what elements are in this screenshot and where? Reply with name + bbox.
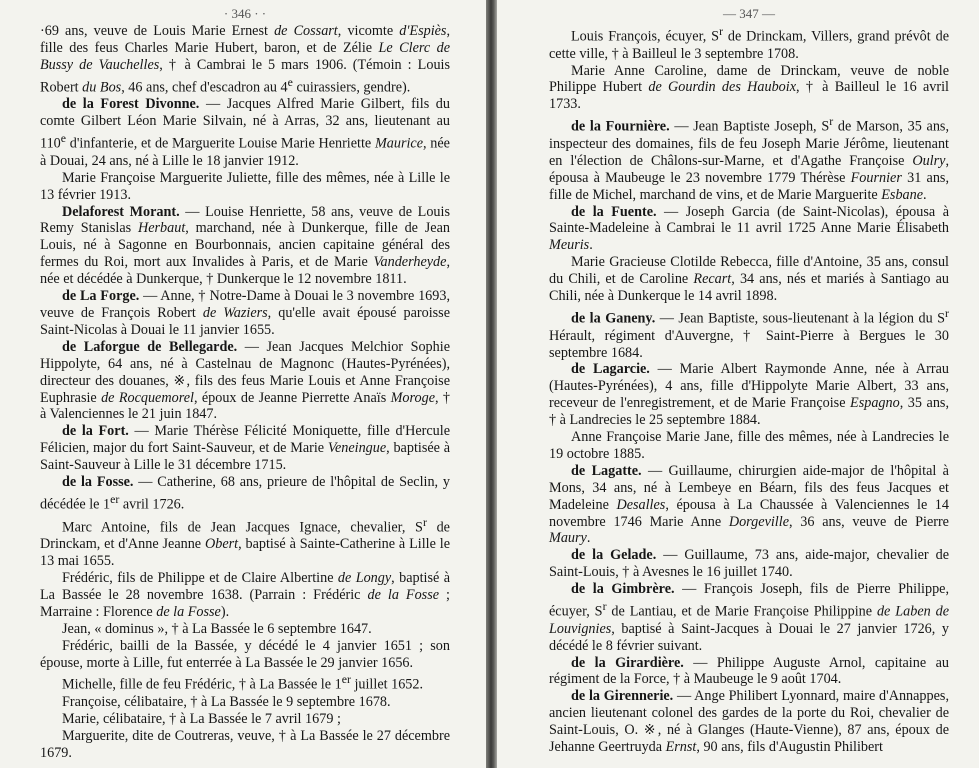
genealogy-entry: Delaforest Morant. — Louise Henriette, 58 ans, veuve de Louis Remy Stanislas Herbaut, marchand, née à Dunkerque, fille de Jean Louis, né à Sagonne en Bourbonnais, ancien capitaine général des fermes du Roi, mort aux Invalides à Paris, et de Marie Vanderheyde, née et décédée à Dunkerque, † Dunkerque le 12 novembre 1811. <box>40 203 450 288</box>
genealogy-entry: de la Fosse. — Catherine, 68 ans, prieure de l'hôpital de Seclin, y décédée le 1er avril 1726. <box>40 474 450 513</box>
genealogy-entry: de Lagatte. — Guillaume, chirurgien aide-major de l'hôpital à Mons, 34 ans, né à Lembeye en Béarn, fils des feus Jacques et Madeleine Desalles, épousa à La Chaussée à Valenciennes le 14 novembre 1746 Marie Anne Dorgeville, 36 ans, veuve de Pierre Maury. <box>549 462 949 547</box>
genealogy-entry: Marie Françoise Marguerite Juliette, fille des mêmes, née à Lille le 13 février 1913. <box>40 169 450 203</box>
right-page <box>497 0 979 768</box>
genealogy-entry: Marc Antoine, fils de Jean Jacques Ignace, chevalier, $S^r$ de Drinckam, et d'Anne Jeanne Obert, baptisé à Sainte-Catherine à Lille le 13 mai 1655. <box>40 514 450 570</box>
genealogy-entry: de la Fuente. — Joseph Garcia (de Saint-Nicolas), épousa à Sainte-Madeleine à Cambrai le 11 avril 1725 Anne Marie Élisabeth Meuris. <box>549 203 949 254</box>
genealogy-entry: Françoise, célibataire, † à La Bassée le 9 septembre 1678. <box>62 694 391 711</box>
genealogy-entry: Frédéric, fils de Philippe et de Claire Albertine de Longy, baptisé à La Bassée le 28 novembre 1638. (Parrain : Frédéric de la Fosse ; Marraine : Florence de la Fosse). <box>40 570 450 620</box>
genealogy-entry: de la Fournière. — Jean Baptiste Joseph, $S^r$ de Marson, 35 ans, inspecteur des domaines, fils de feu Joseph Marie Jérôme, lieutenant en l'élection de Châlons-sur-Marne, et d'Agathe Françoise Oulry, épousa à Maubeuge le 23 novembre 1779 Thérèse Fournier 31 ans, fille de Michel, marchand de vins, et de Marie Marguerite Esbane. <box>549 114 949 203</box>
genealogy-entry: Marguerite, dite de Coutreras, veuve, † à La Bassée le 27 décembre 1679. <box>40 727 450 761</box>
book-gutter <box>486 0 497 768</box>
genealogy-entry: Jean, « dominus », † à La Bassée le 6 septembre 1647. <box>62 620 372 637</box>
genealogy-entry: de la Gimbrère. — François Joseph, fils de Pierre Philippe, écuyer, $S^r$ de Lantiau, et de Marie Françoise Philippine de Laben de Louvignies, baptisé à Saint-Jacques à Douai le 27 janvier 1726, y décédé le 8 février suivant. <box>549 581 950 654</box>
genealogy-entry: de la Ganeny. — Jean Baptiste, sous-lieutenant à la légion du $S^r$ Hérault, régiment d'Auvergne, † Saint-Pierre à Bergues le 30 septembre 1684. <box>549 305 949 361</box>
genealogy-entry: Louis François, écuyer, $S^r$ de Drinckam, Villers, grand prévôt de cette ville, † à Bailleul le 3 septembre 1708. <box>549 24 949 62</box>
genealogy-entry: de Lagarcie. — Marie Albert Raymonde Anne, née à Arrau (Hautes-Pyrénées), 4 ans, fille d'Hippolyte Marie Albert, 33 ans, receveur de l'enregistrement, et de Marie Françoise Espagno, 35 ans, † à Landrecies le 25 septembre 1884. <box>549 361 949 429</box>
page-text <box>549 23 949 756</box>
left-page <box>0 0 486 768</box>
genealogy-entry: de Laforgue de Bellegarde. — Jean Jacques Melchior Sophie Hippolyte, 64 ans, né à Castelnau de Magnonc (Hautes-Pyrénées), directeur des douanes, ※, fils des feus Marie Louis et Anne Françoise Euphrasie de Rocquemorel, époux de Jeanne Pierrette Anaïs Moroge, † à Valenciennes le 21 juin 1847. <box>40 338 450 423</box>
genealogy-entry: Anne Françoise Marie Jane, fille des mêmes, née à Landrecies le 19 octobre 1885. <box>549 429 949 462</box>
genealogy-entry: de la Gelade. — Guillaume, 73 ans, aide-major, chevalier de Saint-Louis, † à Avesnes le 16 juillet 1740. <box>549 547 950 581</box>
genealogy-entry: de la Girennerie. — Ange Philibert Lyonnard, maire d'Annappes, ancien lieutenant colonel des gardes de la porte du Roi, chevalier de Saint-Louis, O. ※, né à Glanges (Haute-Vienne), 87 ans, époux de Jehanne Geertruyda Ernst, 90 ans, fils d'Augustin Philibert <box>549 688 949 756</box>
genealogy-entry: de la Girardière. — Philippe Auguste Arnol, capitaine au régiment de la Force, † à Maubeuge le 9 août 1704. <box>549 654 949 688</box>
genealogy-entry: Marie Anne Caroline, dame de Drinckam, veuve de noble Philippe Hubert de Gourdin des Hauboix, † à Bailleul le 16 avril 1733. <box>549 62 949 113</box>
genealogy-entry: de la Forest Divonne. — Jacques Alfred Marie Gilbert, fils du comte Gilbert Léon Marie Silvain, né à Arras, 32 ans, lieutenant au 110e d'infanterie, et de Marguerite Louise Marie Henriette Maurice, née à Douai, 24 ans, né à Lille le 18 janvier 1912. <box>40 96 450 169</box>
genealogy-entry: Marie Gracieuse Clotilde Rebecca, fille d'Antoine, 35 ans, consul du Chili, et de Caroline Recart, 34 ans, nés et mariés à Santiago au Chili, née à Dunkerque le 14 avril 1898. <box>549 254 950 305</box>
genealogy-entry: de la Fort. — Marie Thérèse Félicité Moniquette, fille d'Hercule Félicien, major du fort Saint-Sauveur, et de Marie Veneingue, baptisée à Saint-Sauveur à Lille le 31 décembre 1715. <box>40 423 450 474</box>
page-number: — 347 — <box>723 6 775 21</box>
genealogy-entry: Michelle, fille de feu Frédéric, † à La Bassée le 1er juillet 1652. <box>62 672 424 694</box>
page-number: · 346 · · <box>223 6 267 21</box>
page-text <box>40 23 450 762</box>
genealogy-entry: Frédéric, bailli de la Bassée, y décédé le 4 janvier 1651 ; son épouse, morte à Lille, fut enterrée à La Bassée le 29 janvier 1656. <box>40 637 450 671</box>
genealogy-entry: Marie, célibataire, † à La Bassée le 7 avril 1679 ; <box>62 711 341 728</box>
genealogy-entry: ·69 ans, veuve de Louis Marie Ernest de Cossart, vicomte d'Espiès, fille des feus Charles Marie Hubert, baron, et de Zélie Le Clerc de Bussy de Vauchelles, † à Cambrai le 5 mars 1906. (Témoin : Louis Robert du Bos, 46 ans, chef d'escadron au 4e cuirassiers, gendre). <box>40 23 450 96</box>
genealogy-entry: de La Forge. — Anne, † Notre-Dame à Douai le 3 novembre 1693, veuve de François Robert de Waziers, qu'elle avait épousé paroisse Saint-Nicolas à Douai le 11 janvier 1655. <box>40 288 450 338</box>
